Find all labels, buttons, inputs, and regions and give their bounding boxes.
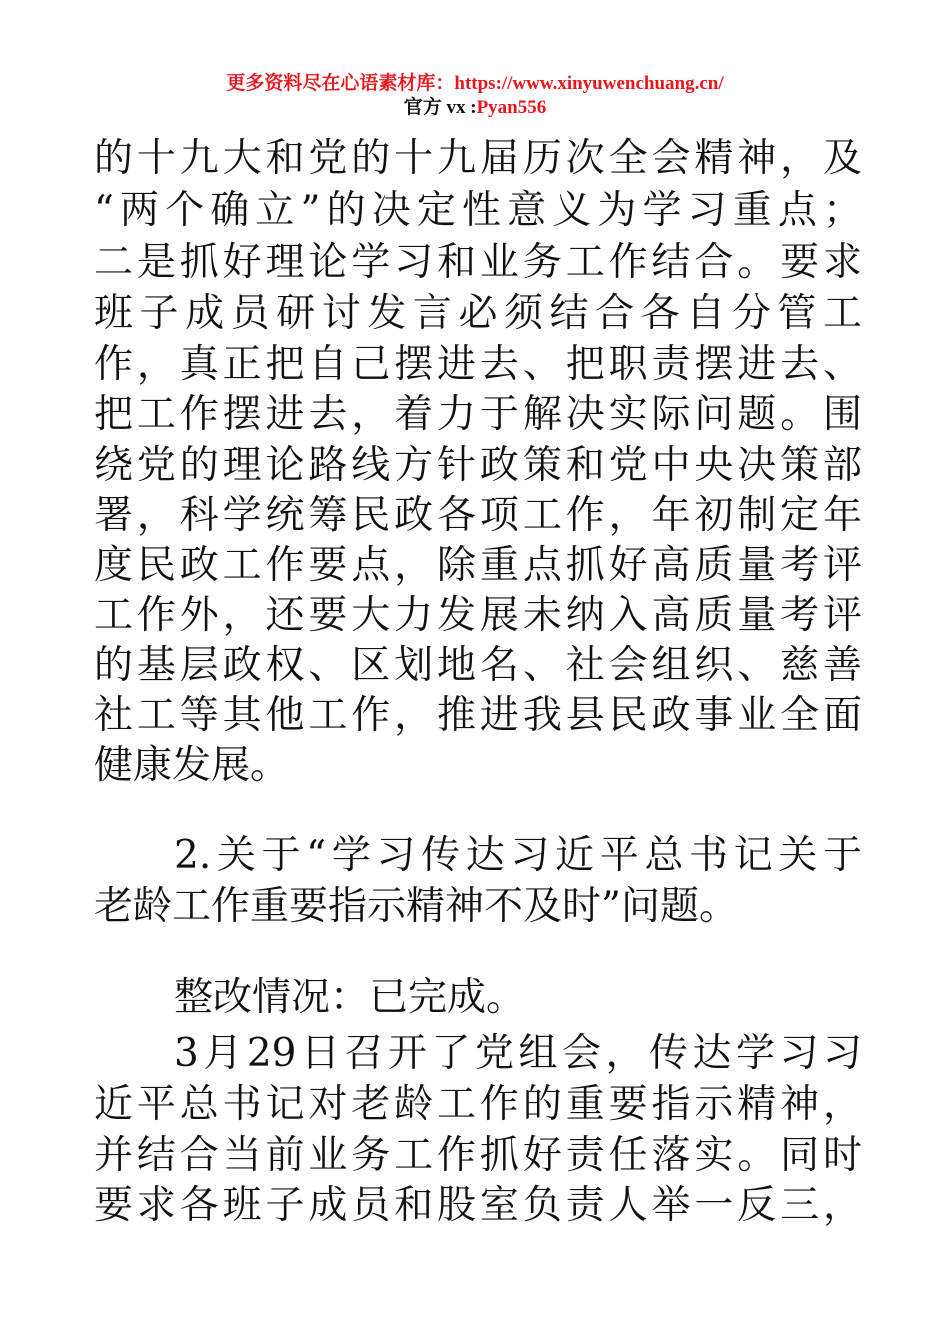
body-line: 要求各班子成员和股室负责人举一反三，	[94, 1183, 862, 1228]
body-line: 度民政工作要点，除重点抓好高质量考评	[94, 543, 862, 588]
official-account-line	[0, 97, 950, 119]
official-id: Pyan556	[476, 97, 547, 118]
promo-prefix: 更多资料尽在心语素材库：	[226, 73, 455, 94]
body-line: 绕党的理论路线方针政策和党中央决策部	[94, 443, 862, 488]
body-line: 的十九大和党的十九届历次全会精神，及	[94, 136, 862, 181]
issue-heading-line: 老龄工作重要指示精神不及时”问题。	[94, 884, 738, 929]
body-line: 署，科学统筹民政各项工作，年初制定年	[94, 493, 862, 538]
body-line: “两个确立”的决定性意义为学习重点；	[94, 188, 862, 233]
body-line: 的基层政权、区划地名、社会组织、慈善	[94, 643, 862, 688]
rectification-status: 整改情况：已完成。	[174, 975, 526, 1020]
body-line: 社工等其他工作，推进我县民政事业全面	[94, 693, 862, 738]
body-line: 作，真正把自己摆进去、把职责摆进去、	[94, 342, 862, 387]
promo-url-link[interactable]: https://www.xinyuwenchuang.cn/	[454, 73, 724, 94]
body-line: 工作外，还要大力发展未纳入高质量考评	[94, 593, 862, 638]
official-label: 官方 vx :	[403, 97, 477, 118]
body-line: 二是抓好理论学习和业务工作结合。要求	[94, 240, 862, 285]
body-line: 把工作摆进去，着力于解决实际问题。围	[94, 392, 862, 437]
body-line: 近平总书记对老龄工作的重要指示精神，	[94, 1082, 862, 1127]
body-line: 班子成员研讨发言必须结合各自分管工	[94, 291, 862, 336]
promo-line	[0, 73, 950, 95]
body-line: 3月29日召开了党组会，传达学习习	[174, 1031, 862, 1076]
body-line: 健康发展。	[94, 743, 290, 788]
issue-heading-line: 2.关于“学习传达习近平总书记关于	[174, 833, 862, 878]
body-line: 并结合当前业务工作抓好责任落实。同时	[94, 1133, 862, 1178]
